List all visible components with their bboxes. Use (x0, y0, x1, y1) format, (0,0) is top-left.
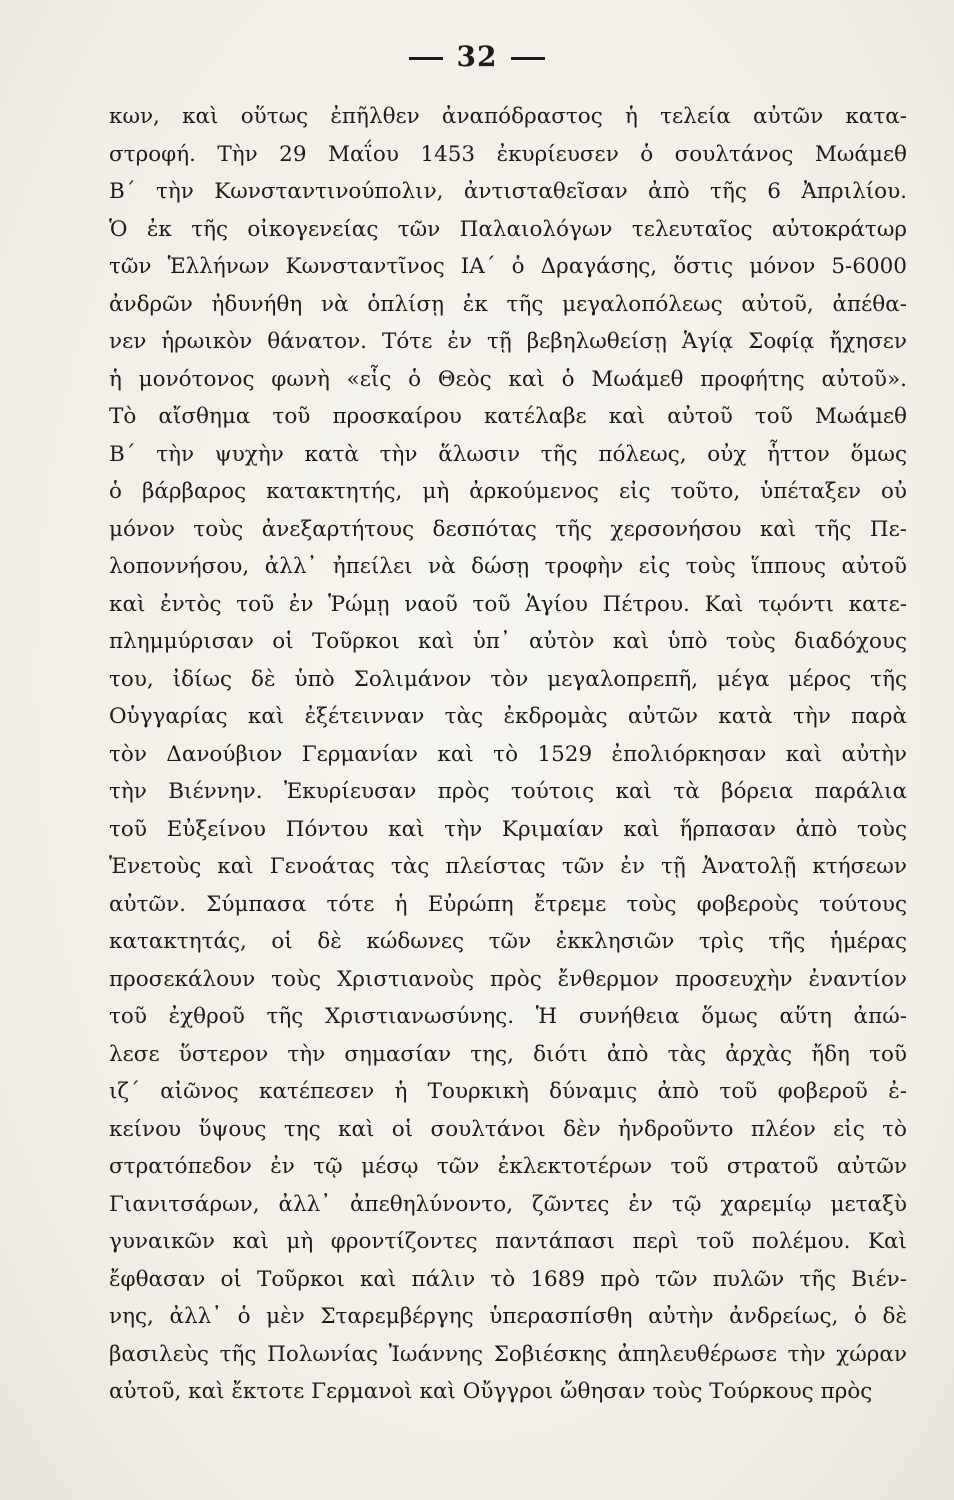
text-line: κατακτητάς, οἱ δὲ κώδωνες τῶν ἐκκλησιῶν τρὶς τῆς ἡμέρας (109, 929, 907, 954)
page-header (0, 40, 954, 74)
text-line: στρατόπεδον ἐν τῷ μέσῳ τῶν ἐκλεκτοτέρων τοῦ στρατοῦ αὐτῶν (109, 1154, 907, 1179)
text-line: Ὁ ἐκ τῆς οἰκογενείας τῶν Παλαιολόγων τελευταῖος αὐτοκράτωρ (109, 216, 907, 242)
text-line: πλημμύρισαν οἱ Τοῦρκοι καὶ ὑπ᾽ αὐτὸν καὶ ὑπὸ τοὺς διαδόχους (109, 629, 907, 654)
text-line: ἀνδρῶν ἠδυνήθη νὰ ὁπλίσῃ ἐκ τῆς μεγαλοπόλεως αὐτοῦ, ἀπέθα- (109, 291, 907, 317)
text-line: αὐτοῦ, καὶ ἔκτοτε Γερμανοὶ καὶ Οὔγγροι ὤθησαν τοὺς Τούρκους πρὸς (109, 1379, 873, 1404)
text-line: βασιλεὺς τῆς Πολωνίας Ἰωάννης Σοβιέσκης ἀπηλευθέρωσε τὴν χώραν (109, 1341, 907, 1367)
text-line: λεσε ὕστερον τὴν σημασίαν της, διότι ἀπὸ τὰς ἀρχὰς ἤδη τοῦ (109, 1041, 907, 1067)
text-line: τοῦ Εὐξείνου Πόντου καὶ τὴν Κριμαίαν καὶ ἥρπασαν ἀπὸ τοὺς (109, 816, 907, 842)
text-line: ὁ βάρβαρος κατακτητής, μὴ ἀρκούμενος εἰς τοῦτο, ὑπέταξεν οὐ (109, 479, 907, 504)
text-line: ἔφθασαν οἱ Τοῦρκοι καὶ πάλιν τὸ 1689 πρὸ τῶν πυλῶν τῆς Βιέν- (109, 1266, 907, 1292)
text-line: νεν ἡρωικὸν θάνατον. Τότε ἐν τῇ βεβηλωθείσῃ Ἁγίᾳ Σοφίᾳ ἤχησεν (109, 329, 907, 354)
text-line: τῶν Ἑλλήνων Κωνσταντῖνος ΙΑ΄ ὁ Δραγάσης, ὅστις μόνον 5-6000 (109, 254, 907, 279)
header-dash-left (409, 57, 443, 60)
text-line: Οὑγγαρίας καὶ ἐξέτεινναν τὰς ἐκδρομὰς αὐτῶν κατὰ τὴν παρὰ (109, 704, 907, 729)
text-line: Β΄ τὴν Κωνσταντινούπολιν, ἀντισταθεῖσαν ἀπὸ τῆς 6 Ἀπριλίου. (109, 179, 907, 204)
text-line: τοῦ ἐχθροῦ τῆς Χριστιανωσύνης. Ἡ συνήθεια ὅμως αὕτη ἀπώ- (109, 1004, 907, 1029)
text-line: Γιανιτσάρων, ἀλλ᾽ ἀπεθηλύνοντο, ζῶντες ἐν τῷ χαρεμίῳ μεταξὺ (109, 1191, 907, 1217)
text-line: νης, ἀλλ᾽ ὁ μὲν Σταρεμβέργης ὑπερασπίσθη αὐτὴν ἀνδρείως, ὁ δὲ (109, 1304, 907, 1329)
text-line: ἡ μονότονος φωνὴ «εἷς ὁ Θεὸς καὶ ὁ Μωάμεθ προφήτης αὐτοῦ». (109, 366, 907, 392)
text-line: κων, καὶ οὕτως ἐπῆλθεν ἀναπόδραστος ἡ τελεία αὐτῶν κατα- (109, 104, 907, 129)
text-line: του, ἰδίως δὲ ὑπὸ Σολιμάνον τὸν μεγαλοπρεπῆ, μέγα μέρος τῆς (109, 666, 907, 692)
body-text (109, 98, 907, 1411)
text-line: λοποννήσου, ἀλλ᾽ ἠπείλει νὰ δώσῃ τροφὴν εἰς τοὺς ἵππους αὐτοῦ (109, 554, 907, 579)
text-line: καὶ ἐντὸς τοῦ ἐν Ῥώμῃ ναοῦ τοῦ Ἁγίου Πέτρου. Καὶ τῳόντι κατε- (109, 591, 907, 617)
text-line: μόνον τοὺς ἀνεξαρτήτους δεσπότας τῆς χερσονήσου καὶ τῆς Πε- (109, 516, 907, 542)
text-line: στροφή. Τὴν 29 Μαΐου 1453 ἐκυρίευσεν ὁ σουλτάνος Μωάμεθ (109, 141, 907, 167)
text-line: ιζ΄ αἰῶνος κατέπεσεν ἡ Τουρκικὴ δύναμις ἀπὸ τοῦ φοβεροῦ ἐ- (109, 1079, 907, 1104)
text-line: Τὸ αἴσθημα τοῦ προσκαίρου κατέλαβε καὶ αὐτοῦ τοῦ Μωάμεθ (109, 404, 907, 429)
text-line: τὴν Βιέννην. Ἐκυρίευσαν πρὸς τούτοις καὶ τὰ βόρεια παράλια (109, 779, 907, 804)
header-dash-right (511, 57, 545, 60)
page-number: 32 (456, 40, 498, 73)
text-line: αὐτῶν. Σύμπασα τότε ἡ Εὐρώπη ἔτρεμε τοὺς φοβεροὺς τούτους (109, 891, 907, 917)
text-line: Ἑνετοὺς καὶ Γενοάτας τὰς πλείστας τῶν ἐν τῇ Ἀνατολῇ κτήσεων (109, 854, 907, 879)
text-line: προσεκάλουν τοὺς Χριστιανοὺς πρὸς ἔνθερμον προσευχὴν ἐναντίον (109, 966, 907, 992)
text-line: κείνου ὕψους της καὶ οἱ σουλτάνοι δὲν ἠνδροῦντο πλέον εἰς τὸ (109, 1116, 907, 1142)
text-line: γυναικῶν καὶ μὴ φροντίζοντες παντάπασι περὶ τοῦ πολέμου. Καὶ (109, 1229, 907, 1254)
text-line: Β΄ τὴν ψυχὴν κατὰ τὴν ἅλωσιν τῆς πόλεως, οὐχ ἧττον ὅμως (109, 441, 907, 467)
text-line: τὸν Δανούβιον Γερμανίαν καὶ τὸ 1529 ἐπολιόρκησαν καὶ αὐτὴν (109, 741, 907, 767)
